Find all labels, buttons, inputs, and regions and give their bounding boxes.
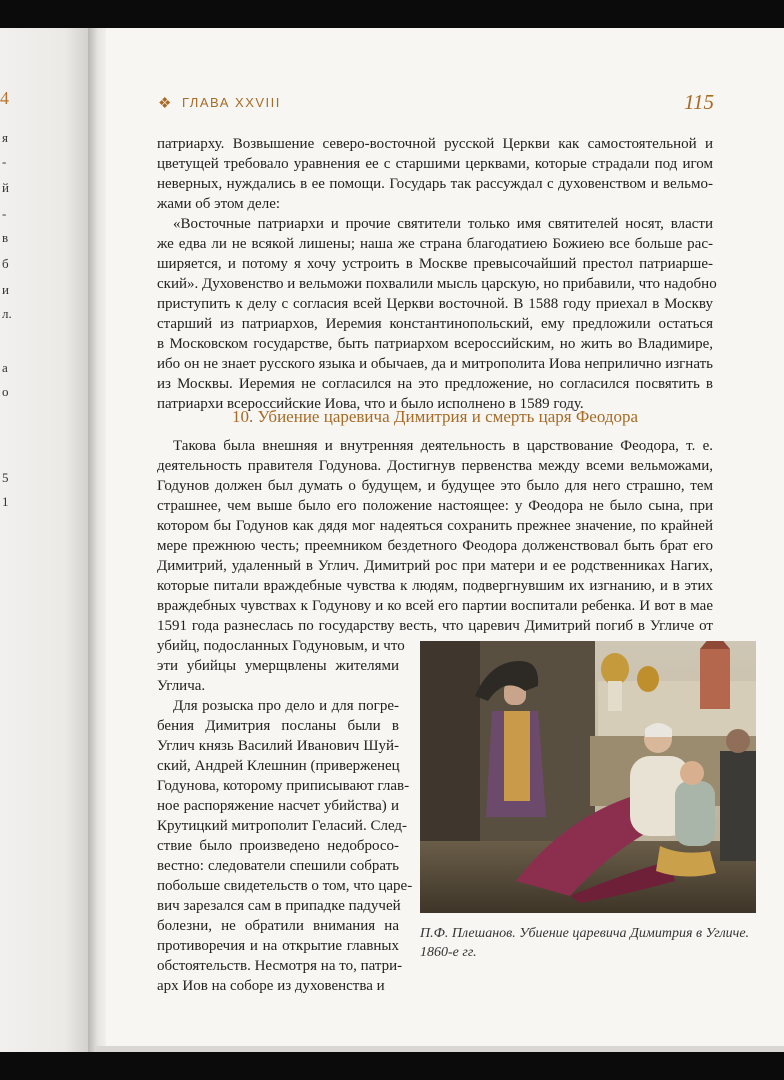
- text-line: Такова была внешняя и внутренняя деятельность в царствование Феодора, т. е.: [173, 438, 713, 454]
- text-line: убийц, подосланных Годуновым, и что: [157, 638, 405, 654]
- text-line: Углич князь Василий Иванович Шуй-: [157, 738, 399, 754]
- text-line: враждебных чувствах к Годунову и ко всей его партии воспитали ребенка. И вот в мае: [157, 598, 713, 614]
- text-line: арх Иов на соборе из духовенства и: [157, 978, 385, 994]
- left-page-fragment: -: [2, 206, 7, 221]
- left-page-fragment: и: [2, 282, 9, 297]
- text-line: ширяется, и потому я хочу устроить в Москве превысочайший престол патриарше-: [157, 256, 713, 272]
- text-line: страшнее, чем выше было его положение настоящее: у Феодора не было сына, при: [157, 498, 713, 514]
- text-line: Годунов должен был думать о будущем, и будущее это было для него страшно, тем: [157, 478, 713, 494]
- text-line: обстоятельств. Несмотря на то, патри-: [157, 958, 403, 974]
- text-line: старший из патриархов, Иеремия константинопольский, ему предложили остаться: [157, 316, 713, 332]
- text-line: 1591 года разнеслась по государству весть, что царевич Димитрий погиб в Угличе от: [157, 618, 713, 634]
- section-heading: 10. Убиение царевича Димитрия и смерть царя Феодора: [231, 407, 639, 426]
- left-page-fragment: в: [2, 230, 9, 245]
- text-line: противоречия и на открытие главных: [157, 938, 399, 954]
- text-line: деятельность правителя Годунова. Достигнув первенства между всеми вельможами,: [157, 458, 713, 474]
- text-line: ский, Андрей Клешнин (приверженец: [157, 758, 400, 774]
- text-line: «Восточные патриархи и прочие святители только имя святителей носят, власти: [173, 216, 713, 232]
- left-page-fragment: о: [2, 384, 9, 399]
- text-line: Углича.: [157, 678, 206, 694]
- text-line: ский». Духовенство и вельможи похвалили мысль царскую, но прибавили, что надобно: [157, 276, 717, 292]
- left-page-fragment: я: [2, 130, 8, 145]
- text-line: болезни, не обратили внимания на: [157, 918, 399, 934]
- left-page-fragment: й: [2, 180, 9, 195]
- text-line: Годунова, которому приписывают глав-: [157, 778, 410, 794]
- text-line: эти убийцы умерщвлены жителями: [157, 658, 399, 674]
- text-line: вич зарезался сам в припадке падучей: [157, 898, 401, 914]
- page-bottom-edge: [96, 1046, 784, 1052]
- painting-illustration: [420, 641, 756, 913]
- ornament-icon: ❖: [158, 96, 172, 112]
- left-page-fragment: -: [2, 154, 7, 169]
- running-head: [158, 92, 714, 116]
- text-line: котором бы Годунов как дядя мог надеяться сохранить прежнее значение, по крайней: [157, 518, 713, 534]
- left-page-edge: [0, 28, 92, 1052]
- left-page-fragment: л.: [2, 306, 12, 321]
- text-line: Крутицкий митрополит Геласий. След-: [157, 818, 408, 834]
- text-line: ибо он не знает русского языка и обычаев, да и митрополита Иова неприлично изгнать: [157, 356, 713, 372]
- text-line: ное распоряжение насчет убийства) и: [157, 798, 399, 814]
- text-line: неверных, нуждались в ее помощи. Государь так рассуждал с духовенством и вельмо-: [157, 176, 713, 192]
- figure-caption: П.Ф. Плешанов. Убиение царевича Димитрия в Угличе. 1860-е гг.: [420, 926, 750, 960]
- text-line: вестно: следователи спешили собрать: [157, 858, 399, 874]
- text-line: ствие было произведено недобросо-: [157, 838, 399, 854]
- text-line: побольше свидетельств о том, что царе-: [157, 878, 413, 894]
- left-page-fragment: б: [2, 256, 9, 271]
- text-line: жами об этом деле:: [157, 196, 281, 212]
- text-line: приступить к делу с согласия всей Церкви восточной. В 1588 году приехал в Москву: [157, 296, 713, 312]
- text-line: которые питали враждебные чувства к людям, подвергнувшим их изгнанию, и в этих: [157, 578, 713, 594]
- text-line: патриарху. Возвышение северо-восточной русской Церкви как самостоятельной и: [157, 136, 713, 152]
- chapter-title: ГЛАВА XXVIII: [182, 95, 281, 110]
- text-line: цветущей требовало уравнения ее с старшими церквами, которые страдали под игом: [157, 156, 713, 172]
- left-page-number-fragment: 4: [0, 88, 9, 108]
- text-line: патриархи всероссийские Иова, что и было исполнено в 1589 году.: [157, 396, 584, 412]
- text-line: в Московском государстве, быть патриархом всероссийским, но жить во Владимире,: [157, 336, 713, 352]
- text-line: Для розыска про дело и для погре-: [173, 698, 399, 714]
- text-line: же едва ли не всякой лишены; наша же страна благодатиею Божиею все больше рас-: [157, 236, 713, 252]
- left-page-fragment: 5: [2, 470, 9, 485]
- text-line: мере прежнюю честь; преемником бездетного Феодора долженствовал быть брат его: [157, 538, 713, 554]
- text-line: Димитрий, удаленный в Углич. Димитрий рос при матери и ее родственниках Нагих,: [157, 558, 713, 574]
- text-line: бения Димитрия посланы были в: [157, 718, 399, 734]
- left-page-fragment: 1: [2, 494, 9, 509]
- page-number: 115: [684, 90, 714, 114]
- text-line: из Москвы. Иеремия не согласился на это предложение, но согласился посвятить в: [157, 376, 713, 392]
- left-page-fragment: а: [2, 360, 8, 375]
